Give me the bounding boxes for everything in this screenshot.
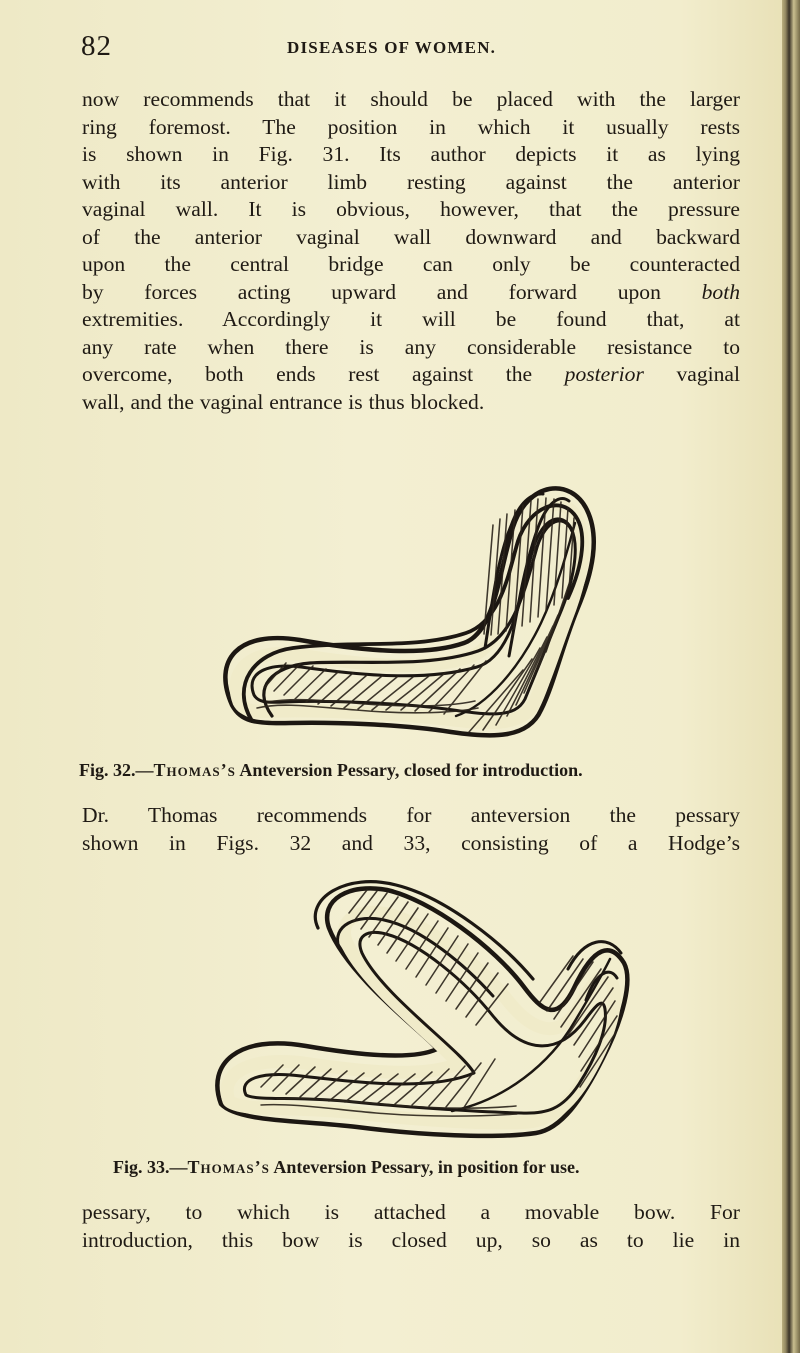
emphasized-word: posterior	[564, 362, 644, 387]
page-header	[81, 30, 781, 64]
paragraph-line: extremities. Accordingly it will be found that, at	[82, 307, 740, 332]
fig-33-pessary-illustration	[203, 865, 633, 1150]
figure-label: Fig. 33.	[113, 1157, 170, 1177]
fig-32-caption: Fig. 32.—Thomas’s Anteversion Pessary, closed for introduction.	[79, 760, 583, 780]
paragraph-line-text: by forces acting upward and forward upon	[82, 279, 661, 304]
paragraph-line: pessary, to which is attached a movable bow. For	[82, 1200, 740, 1224]
paragraph-pessary-position	[82, 86, 740, 417]
figure-caption-text: Anteversion Pessary, closed for introduction.	[239, 760, 583, 780]
paragraph-thomas-recommends	[82, 802, 740, 857]
paragraph-line-text: vaginal	[676, 362, 740, 387]
page-edge-shadow	[782, 0, 800, 1353]
paragraph-line-text: overcome, both ends rest against the	[82, 362, 533, 387]
paragraph-line: Dr. Thomas recommends for anteversion the pessary	[82, 803, 740, 827]
running-title: DISEASES OF WOMEN.	[287, 38, 497, 57]
paragraph-line: now recommends that it should be placed with the larger	[82, 87, 740, 111]
fig-33-caption: Fig. 33.—Thomas’s Anteversion Pessary, in position for use.	[113, 1157, 580, 1177]
emphasized-word: both	[701, 279, 740, 304]
figure-label: Fig. 32.	[79, 760, 136, 780]
fig-32-pessary-illustration	[210, 470, 600, 760]
figure-caption-text: Anteversion Pessary, in position for use.	[273, 1157, 580, 1177]
paragraph-line: ring foremost. The position in which it usually rests	[82, 114, 740, 139]
paragraph-line: is shown in Fig. 31. Its author depicts it as lying	[82, 142, 740, 167]
figure-author: Thomas’s	[153, 760, 236, 780]
paragraph-line: with its anterior limb resting against the anterior	[82, 169, 740, 194]
figure-author: Thomas’s	[187, 1157, 270, 1177]
paragraph-line	[82, 279, 740, 307]
paragraph-line: vaginal wall. It is obvious, however, that the pressure	[82, 197, 740, 222]
paragraph-line: wall, and the vaginal entrance is thus blocked.	[82, 390, 485, 415]
paragraph-line: of the anterior vaginal wall downward and backward	[82, 224, 740, 249]
paragraph-line	[82, 361, 740, 389]
page-number: 82	[81, 30, 112, 62]
paragraph-line: upon the central bridge can only be counteracted	[82, 252, 740, 277]
paragraph-line: any rate when there is any considerable resistance to	[82, 334, 740, 359]
paragraph-movable-bow	[82, 1199, 740, 1254]
paragraph-line: shown in Figs. 32 and 33, consisting of a Hodge’s	[82, 830, 740, 855]
paragraph-line: introduction, this bow is closed up, so as to lie in	[82, 1227, 740, 1252]
